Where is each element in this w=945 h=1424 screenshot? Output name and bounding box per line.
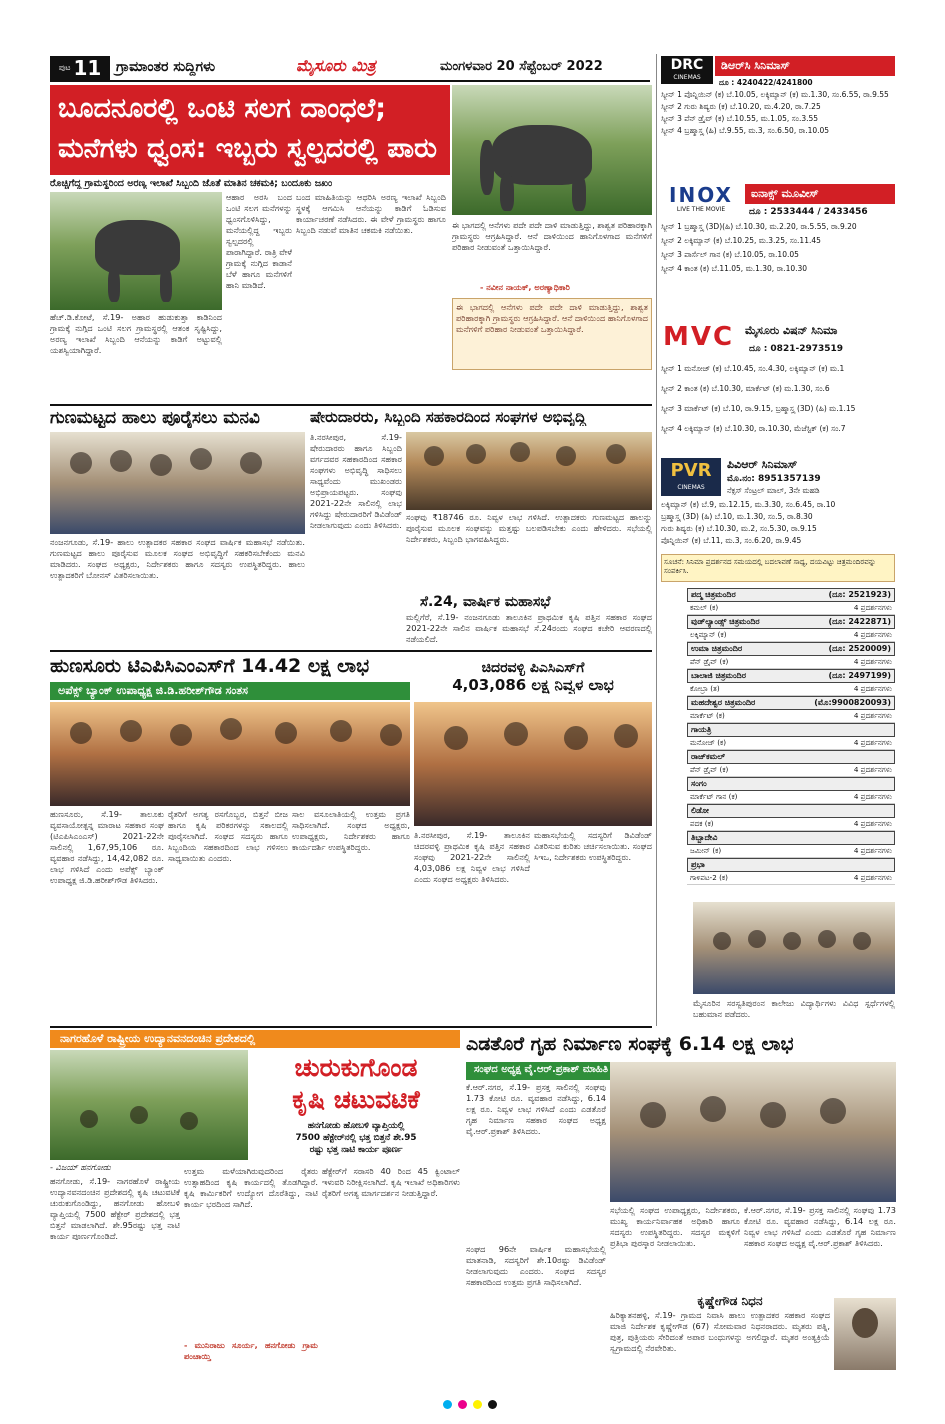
registration-marks <box>440 1400 520 1409</box>
mvc-phone: ದೂ : 0821-2973519 <box>749 344 844 354</box>
theatre-film: ಕಮಲ್ (ಕ) <box>690 603 719 612</box>
housing-body: ಕೆ.ಆರ್.ನಗರ, ಸೆ.19- ಪ್ರಸಕ್ತ ಸಾಲಿನಲ್ಲಿ ಸಂಘವು 1.73 ಕೋಟಿ ರೂ. ವ್ಯವಹಾರ ನಡೆಸಿದ್ದು, 6.14 ಲಕ್ಷ ರೂ. ನಿವ್ವಳ ಲಾಭ ಗಳಿಸಿದೆ ಎಂದು ಎಡತೊರೆ ಗೃಹ ನಿರ್ಮಾಣ ಸಹಕಾರ ಸಂಘದ ಅಧ್ಯಕ್ಷ ವೈ.ಆರ್.ಪ್ರಕಾಶ್ ತಿಳಿಸಿದರು. <box>466 1082 606 1136</box>
pvr-rows <box>661 500 895 548</box>
cinema-column <box>656 54 896 1026</box>
inox-row: ಸ್ಕ್ರೀನ್ 4 ಕಾಂತ (ಕ) ಬೆ.11.05, ಮ.1.30, ರಾ.10.30 <box>661 264 808 273</box>
theatre-show-row <box>687 602 895 615</box>
inox-logo <box>661 184 741 216</box>
theatre-film: ಕೋಬ್ರಾ (ತ) <box>690 684 720 693</box>
theatre-show-row <box>687 845 895 858</box>
theatre-phone: (ದೂ: 2521923) <box>828 590 891 599</box>
chidaravalli-body2: ಮಹಾಸಭೆಯಲ್ಲಿ ಸದಸ್ಯರಿಗೆ ಡಿವಿಡೆಂಡ್ ವಿತರಿಸುವ ಕುರಿತು ಚರ್ಚಿಸಲಾಯಿತು. ಸಂಘದ ಸಿಇಒ, ನಿರ್ದೇಶಕರು ಉಪಸ್ಥಿತರಿದ್ದರು. <box>534 830 652 862</box>
hunsur-headline: ಹುಣಸೂರು ಟಿಎಪಿಸಿಎಂಎಸ್‌ಗೆ 14.42 ಲಕ್ಷ ಲಾಭ <box>50 655 370 677</box>
inox-logo-sub: LIVE THE MOVIE <box>676 206 726 213</box>
obit-headline: ಕೃಷ್ಣೇಗೌಡ ನಿಧನ <box>697 1294 763 1308</box>
lead-byline: - ನವೀನ ನಾಯಕ್, ಅರಣ್ಯಾಧಿಕಾರಿ <box>480 282 570 292</box>
masthead <box>50 54 650 82</box>
lead-caption: ಹೆಚ್.ಡಿ.ಕೋಟೆ, ಸೆ.19- ಅಹಾರ ಹುಡುಕುತ್ತಾ ಕಾಡಿನಿಂದ ಗ್ರಾಮಕ್ಕೆ ನುಗ್ಗಿದ ಒಂಟಿ ಸಲಗ ಗ್ರಾಮಸ್ಥರಲ್ಲಿ ಆತಂಕ ಸೃಷ್ಟಿಸಿದ್ದು, ಅರಣ್ಯ ಇಲಾಖೆ ಸಿಬ್ಬಂದಿ ಆನೆಯನ್ನು ಕಾಡಿಗೆ ಅಟ್ಟುವಲ್ಲಿ ಯಶಸ್ವಿಯಾಗಿದ್ದಾರೆ. <box>50 312 222 355</box>
mvc-title: ಮೈಸೂರು ವಿಷನ್ ಸಿನಿಮಾ <box>745 324 838 337</box>
theatre-show-row <box>687 737 895 750</box>
farming-byline: - ಮುನಿರಾಜು ಸೂರ್ಯ, ಹನಗೋಡು ಗ್ರಾಮ ಪಂಚಾಯ್ತಿ <box>184 1340 318 1361</box>
housing-subhead-text: ಸಂಘದ ಅಧ್ಯಕ್ಷ ವೈ.ಆರ್.ಪ್ರಕಾಶ್ ಮಾಹಿತಿ <box>474 1064 609 1075</box>
page-number: 11 <box>73 56 102 80</box>
inox-rows <box>661 222 895 278</box>
farming-banner <box>50 1030 460 1048</box>
theatre-header <box>687 831 895 845</box>
farming-tag2: 7500 ಹೆಕ್ಟೇರ್‌ನಲ್ಲಿ ಭತ್ತ ಬಿತ್ತನೆ <box>295 1133 391 1143</box>
theatre-show-row <box>687 683 895 696</box>
theatre-film: ಲಕ್ಕಿಮ್ಯಾನ್ (ಕ) <box>690 630 727 639</box>
mvc-row: ಸ್ಕ್ರೀನ್ 1 ಮನೋಜ್ (ಕ) ಬೆ.10.45, ಸಂ.4.30, ಲಕ್ಕಿಮ್ಯಾನ್ (ಕ) ಮ.1 <box>661 364 845 373</box>
theatre-name: ತಿಬ್ಬಾದೇವಿ <box>691 833 718 842</box>
theatre-phone: (ದೂ: 2497199) <box>828 671 891 680</box>
theatre-show-row <box>687 791 895 804</box>
mvc-logo: MVC <box>663 322 735 352</box>
theatre-film: ಗಾಳಿಪಟ-2 (ಕ) <box>690 873 728 882</box>
theatre-header <box>687 669 895 683</box>
theatre-shows: 4 ಪ್ರದರ್ಶನಗಳು <box>853 792 892 801</box>
theatre-name: ಉಮಾ ಚಿತ್ರಮಂದಿರ <box>691 644 743 653</box>
theatre-name: ಸಂಗಂ <box>691 779 707 788</box>
mvc-row: ಸ್ಕ್ರೀನ್ 3 ಮಾರ್ಕೆಟ್ (ಕ) ಬೆ.10, ರಾ.9.15, ಬ್ರಹ್ಮಾಸ್ತ್ರ (3D) (ಹಿ) ಮ.1.15 <box>661 404 856 413</box>
theatre-shows: 4 ಪ್ರದರ್ಶನಗಳು <box>853 711 892 720</box>
inox-logo-text: INOX <box>669 183 733 207</box>
theatre-film: ಪದಕ (ಕ) <box>690 819 714 828</box>
theatre-header <box>687 777 895 791</box>
theatre-shows: 4 ಪ್ರದರ್ಶನಗಳು <box>853 738 892 747</box>
mvc-row: ಸ್ಕ್ರೀನ್ 4 ಲಕ್ಕಿಮ್ಯಾನ್ (ಕ) ಬೆ.10.30, ರಾ.10.30, ಮೆಜೆಸ್ಟಿಕ್ (ಕ) ಸಂ.7 <box>661 424 846 433</box>
pvr-title: ಪಿವಿಆರ್ ಸಿನಿಮಾಸ್ <box>727 458 798 471</box>
theatre-show-row <box>687 629 895 642</box>
theatre-header <box>687 750 895 764</box>
theatre-name: ವುಡ್‌ಲ್ಯಾಂಡ್ಸ್ ಚಿತ್ರಮಂದಿರ <box>691 617 760 626</box>
theatre-film: ಮಾರ್ಕೆಟ್ (ಕ) <box>690 711 725 720</box>
pvr-note <box>661 554 895 582</box>
pvr-note-text: ಸೂಚನೆ: ಸಿನಿಮಾ ಪ್ರದರ್ಶನದ ಸಮಯದಲ್ಲಿ ಬದಲಾವಣೆ ಸಾಧ್ಯ, ದಯವಿಟ್ಟು ಚಿತ್ರಮಂದಿರವನ್ನು ಸಂಪರ್ಕಿಸಿ. <box>664 557 877 575</box>
theatre-phone: (ಮೊ:9900820093) <box>814 698 891 707</box>
chidaravalli-headline-line1: ಚಿದರವಳ್ಳಿ ಪಿಎಸಿಎಸ್‌ಗೆ <box>481 660 585 676</box>
mvc-row: ಸ್ಕ್ರೀನ್ 2 ಕಾಂತ (ಕ) ಬೆ.10.30, ಮಾರ್ಕೆಟ್ (ಕ) ಮ.1.30, ಸಂ.6 <box>661 384 830 393</box>
housing-body3: ಸಭೆಯಲ್ಲಿ ಸಂಘದ ಉಪಾಧ್ಯಕ್ಷರು, ನಿರ್ದೇಶಕರು, ಮುಖ್ಯ ಕಾರ್ಯನಿರ್ವಾಹಕ ಅಧಿಕಾರಿ ಹಾಗೂ ಸದಸ್ಯರು ಉಪಸ್ಥಿತರಿದ್ದರು. ಸದಸ್ಯರ ಮಕ್ಕಳಿಗೆ ಪ್ರತಿಭಾ ಪುರಸ್ಕಾರ ನೀಡಲಾಯಿತು. <box>610 1205 740 1248</box>
theatre-phone: (ದೂ: 2520009) <box>828 644 891 653</box>
pvr-logo-sub: CINEMAS <box>677 484 705 491</box>
pvr-logo-text: PVR <box>670 460 712 481</box>
theatre-film: ಜಮೀನ್ (ಕ) <box>690 846 722 855</box>
inox-phone: ದೂ : 2533444 / 2433456 <box>749 207 868 217</box>
drc-title <box>715 56 895 76</box>
hunsur-subhead-text: ಅಪೆಕ್ಸ್ ಬ್ಯಾಂಕ್ ಉಪಾಧ್ಯಕ್ಷ ಜಿ.ಡಿ.ಹರೀಶ್‌ಗೌಡ ಸಂತಸ <box>58 684 248 697</box>
lead-body-b: ಬಂದ ಮಾಹಿತಿಯನ್ನು ಆಧರಿಸಿ ಅರಣ್ಯ ಇಲಾಖೆ ಸಿಬ್ಬಂದಿ ಸ್ಥಳಕ್ಕೆ ಆಗಮಿಸಿ ಆನೆಯನ್ನು ಕಾಡಿಗೆ ಓಡಿಸುವ ಕಾರ್ಯಾಚರಣೆ ನಡೆಸಿದರು. ಈ ವೇಳೆ ಗ್ರಾಮಸ್ಥರು ಹಾಗೂ ಸಿಬ್ಬಂದಿ ನಡುವೆ ಮಾತಿನ ಚಕಮಕಿ ನಡೆಯಿತು. <box>296 192 446 235</box>
housing-body3b: ಕೆ.ಆರ್.ನಗರ, ಸೆ.19- ಪ್ರಸಕ್ತ ಸಾಲಿನಲ್ಲಿ ಸಂಘವು 1.73 ಕೋಟಿ ರೂ. ವ್ಯವಹಾರ ನಡೆಸಿದ್ದು, 6.14 ಲಕ್ಷ ರೂ. ನಿವ್ವಳ ಲಾಭ ಗಳಿಸಿದೆ ಎಂದು ಎಡತೊರೆ ಗೃಹ ನಿರ್ಮಾಣ ಸಹಕಾರ ಸಂಘದ ಅಧ್ಯಕ್ಷ ವೈ.ಆರ್.ಪ್ರಕಾಶ್ ತಿಳಿಸಿದರು. <box>744 1205 896 1248</box>
pvr-address: ನೆಕ್ಸಸ್ ಸೆಂಟ್ರಲ್ ಮಾಲ್, 3ನೇ ಮಹಡಿ <box>727 486 820 495</box>
obit-body: ಹಿರಿಕ್ಯಾತನಹಳ್ಳಿ, ಸೆ.19- ಗ್ರಾಮದ ನಿವಾಸಿ ಹಾಲು ಉತ್ಪಾದಕರ ಸಹಕಾರ ಸಂಘದ ಮಾಜಿ ನಿರ್ದೇಶಕ ಕೃಷ್ಣೇಗೌಡ (67) ಸೋಮವಾರ ನಿಧನರಾದರು. ಮೃತರು ಪತ್ನಿ, ಪುತ್ರ, ಪುತ್ರಿಯರು ಸೇರಿದಂತೆ ಅಪಾರ ಬಂಧುಗಳನ್ನು ಅಗಲಿದ್ದಾರೆ. ಮೃತರ ಅಂತ್ಯಕ್ರಿಯೆ ಸ್ವಗ್ರಾಮದಲ್ಲಿ ನೆರವೇರಿತು. <box>610 1310 830 1353</box>
inox-title-text: ಐನಾಕ್ಸ್ ಮೂವೀಸ್ <box>751 187 819 200</box>
pvr-phone: ಮೊ.ನಂ: 8951357139 <box>727 474 821 484</box>
section-title: ಗ್ರಾಮಾಂತರ ಸುದ್ದಿಗಳು <box>116 59 216 75</box>
share-body2: ಸಂಘವು ₹18746 ರೂ. ನಿವ್ವಳ ಲಾಭ ಗಳಿಸಿದೆ. ಉತ್ಪಾದಕರು ಗುಣಮಟ್ಟದ ಹಾಲನ್ನು ಪೂರೈಸುವ ಮೂಲಕ ಸಂಘವನ್ನು ಮತ್ತಷ್ಟು ಬಲಪಡಿಸಬೇಕು ಎಂದು ಹೇಳಿದರು. ಸಭೆಯಲ್ಲಿ ನಿರ್ದೇಶಕರು, ಸಿಬ್ಬಂದಿ ಭಾಗವಹಿಸಿದ್ದರು. <box>406 512 652 544</box>
share-headline: ಷೇರುದಾರರು, ಸಿಬ್ಬಂದಿ ಸಹಕಾರದಿಂದ ಸಂಘಗಳ ಅಭಿವೃದ್ಧಿ <box>310 408 586 426</box>
farming-headline-line1: ಚುರುಕುಗೊಂಡ <box>294 1053 418 1082</box>
theatre-shows: 4 ಪ್ರದರ್ಶನಗಳು <box>853 846 892 855</box>
housing-body2: ಸಂಘದ 96ನೇ ವಾರ್ಷಿಕ ಮಹಾಸಭೆಯಲ್ಲಿ ಮಾತನಾಡಿ, ಸದಸ್ಯರಿಗೆ ಶೇ.10ರಷ್ಟು ಡಿವಿಡೆಂಡ್ ನೀಡಲಾಗುವುದು ಎಂದರು. ಸಂಘದ ಸದಸ್ಯರ ಸಹಕಾರದಿಂದ ಉತ್ತಮ ಪ್ರಗತಿ ಸಾಧಿಸಲಾಗಿದೆ. <box>466 1244 606 1287</box>
theatre-name: ರಾಜ್‌ಕಮಲ್ <box>691 752 726 761</box>
theatre-name: ಗಾಯತ್ರಿ <box>691 725 712 734</box>
mvc-rows <box>661 364 895 444</box>
theatre-shows: 4 ಪ್ರದರ್ಶನಗಳು <box>853 765 892 774</box>
theatre-show-row <box>687 764 895 777</box>
theatre-header <box>687 804 895 818</box>
hunsur-subhead <box>50 682 410 700</box>
theatre-shows: 4 ಪ್ರದರ್ಶನಗಳು <box>853 873 892 882</box>
theatre-show-row <box>687 818 895 831</box>
theatre-shows: 4 ಪ್ರದರ್ಶನಗಳು <box>853 657 892 666</box>
milk-body: ನಂಜನಗೂಡು, ಸೆ.19- ಹಾಲು ಉತ್ಪಾದಕರ ಸಹಕಾರ ಸಂಘದ ವಾರ್ಷಿಕ ಮಹಾಸಭೆ ನಡೆಯಿತು. ಗುಣಮಟ್ಟದ ಹಾಲು ಪೂರೈಸುವ ಮೂಲಕ ಸಂಘದ ಅಭಿವೃದ್ಧಿಗೆ ಸಹಕರಿಸಬೇಕೆಂದು ಮನವಿ ಮಾಡಿದರು. ಸಂಘದ ಅಧ್ಯಕ್ಷರು, ನಿರ್ದೇಶಕರು ಹಾಗೂ ಸದಸ್ಯರು ಉಪಸ್ಥಿತರಿದ್ದರು. ಹಾಲು ಉತ್ಪಾದಕರಿಗೆ ಬೋನಸ್ ವಿತರಿಸಲಾಯಿತು. <box>50 537 305 580</box>
inox-row: ಸ್ಕ್ರೀನ್ 3 ಪಾರ್ಸೆಲ್ ಗಾನ (ಕ) ಬೆ.10.05, ರಾ.10.05 <box>661 250 799 259</box>
lead-headline-line2: ಮನೆಗಳು ಧ್ವಂಸ: ಇಬ್ಬರು ಸ್ವಲ್ಪದರಲ್ಲಿ ಪಾರು <box>58 133 437 164</box>
lead-headline-line1: ಬೂದನೂರಲ್ಲಿ ಒಂಟಿ ಸಲಗ ದಾಂಧಲೆ; <box>58 93 387 124</box>
chidaravalli-photo <box>414 702 652 826</box>
drc-logo <box>661 56 713 84</box>
inox-title <box>745 184 895 204</box>
obit-photo <box>834 1298 896 1370</box>
theatre-shows: 4 ಪ್ರದರ್ಶನಗಳು <box>853 630 892 639</box>
chidaravalli-headline-line2: 4,03,086 ಲಕ್ಷ ನಿವ್ವಳ ಲಾಭ <box>452 676 614 694</box>
drc-row: ಸ್ಕ್ರೀನ್ 4 ಬ್ರಹ್ಮಾಸ್ತ್ರ (ಹಿ) ಬೆ.9.55, ಮ.3, ಸಂ.6.50, ರಾ.10.05 <box>661 126 830 135</box>
drc-row: ಸ್ಕ್ರೀನ್ 3 ಪೆನ್ ಡ್ರೈವ್ (ಕ) ಬೆ.10.55, ಮ.1.05, ಸಂ.3.55 <box>661 114 819 123</box>
inox-row: ಸ್ಕ್ರೀನ್ 1 ಬ್ರಹ್ಮಾಸ್ತ್ರ (3D)(ಹಿ) ಬೆ.10.30, ಮ.2.20, ರಾ.5.55, ರಾ.9.20 <box>661 222 857 231</box>
farming-headline <box>252 1052 460 1116</box>
hunsur-body3: ಸಾಲ ವಸೂಲಾತಿಯಲ್ಲಿ ಉತ್ತಮ ಪ್ರಗತಿ ಸಾಧಿಸಲಾಗಿದೆ. ಸಂಘದ ಅಧ್ಯಕ್ಷರು, ಉಪಾಧ್ಯಕ್ಷರು, ನಿರ್ದೇಶಕರು ಹಾಗೂ ಕಾರ್ಯದರ್ಶಿ ಉಪಸ್ಥಿತರಿದ್ದರು. <box>292 809 410 852</box>
theatre-film: ಮಾರ್ಕೆಟ್ ಗಾನ (ಕ) <box>690 792 738 801</box>
theatre-shows: 4 ಪ್ರದರ್ಶನಗಳು <box>853 819 892 828</box>
farming-photo-credit: - ವಿಜಯ್ ಹನಗೋಡು <box>50 1162 111 1172</box>
pvr-logo <box>661 458 721 496</box>
issue-date: ಮಂಗಳವಾರ 20 ಸೆಪ್ಟೆಂಬರ್ 2022 <box>440 59 603 74</box>
hunsur-photo <box>50 702 410 806</box>
drc-row: ಸ್ಕ್ರೀನ್ 2 ಗುರು ಶಿಷ್ಯರು (ಕ) ಬೆ.10.20, ಮ.4.20, ರಾ.7.25 <box>661 102 821 111</box>
theatre-name: ಮಹದೇಶ್ವರ ಚಿತ್ರಮಂದಿರ <box>691 698 756 707</box>
theatre-film: ಮನೋಜ್ (ಕ) <box>690 738 727 747</box>
meeting-body: ಮಲ್ಲಿಗೆರೆ, ಸೆ.19- ನಂಜನಗೂಡು ತಾಲೂಕಿನ ಪ್ರಾಥಮಿಕ ಕೃಷಿ ಪತ್ತಿನ ಸಹಕಾರ ಸಂಘದ 2021-22ನೇ ಸಾಲಿನ ವಾರ್ಷಿಕ ಮಹಾಸಭೆ ಸೆ.24ರಂದು ಸಂಘದ ಕಚೇರಿ ಆವರಣದಲ್ಲಿ ನಡೆಯಲಿದೆ. <box>406 612 652 644</box>
drc-rows <box>661 90 895 138</box>
hunsur-body2: ರೈತರಿಗೆ ಅಗತ್ಯ ರಸಗೊಬ್ಬರ, ಬಿತ್ತನೆ ಬೀಜ ಹಾಗೂ ಕೃಷಿ ಪರಿಕರಗಳನ್ನು ಸಕಾಲದಲ್ಲಿ ಪೂರೈಸಲಾಗಿದೆ. ಸಂಘದ ಸದಸ್ಯರು ಹಾಗೂ ಸಿಬ್ಬಂದಿಯ ಸಹಕಾರದಿಂದ ಲಾಭ ಗಳಿಸಲು ಸಾಧ್ಯವಾಯಿತು ಎಂದರು. <box>168 809 288 863</box>
page-number-box <box>50 56 110 80</box>
farming-headline-line2: ಕೃಷಿ ಚಟುವಟಿಕೆ <box>292 1085 420 1114</box>
paper-logo: ಮೈಸೂರು ಮಿತ್ರ <box>296 56 376 75</box>
milk-photo <box>50 432 305 534</box>
lead-headline-box <box>50 85 450 175</box>
meeting-headline: ಸೆ.24, ವಾರ್ಷಿಕ ಮಹಾಸಭೆ <box>420 594 551 610</box>
pvr-row: ಪೊನ್ನಿಯಿನ್ (ಕ) ಬೆ.11, ಮ.3, ಸಂ.6.20, ರಾ.9.45 <box>661 536 802 545</box>
theatre-show-row <box>687 710 895 723</box>
farming-tag4: ರಷ್ಟು ಭತ್ತ ನಾಟಿ ಕಾರ್ಯ ಪೂರ್ಣ <box>309 1145 403 1155</box>
theatre-film: ಪೆನ್ ಡ್ರೈವ್ (ಕ) <box>690 765 729 774</box>
theatre-phone: (ದೂ: 2422871) <box>828 617 891 626</box>
lead-subhead: ರೊಚ್ಚಿಗೆದ್ದ ಗ್ರಾಮಸ್ಥರಿಂದ ಅರಣ್ಯ ಇಲಾಖೆ ಸಿಬ್ಬಂದಿ ಜೊತೆ ಮಾತಿನ ಚಕಮಕಿ; ಬಂದೂಕು ಜಖಂ <box>50 178 333 189</box>
drc-logo-text: DRC <box>670 57 704 73</box>
theatre-list <box>687 588 895 885</box>
farming-body3: ಹೆಕ್ಟೇರ್‌ಗೆ ಸರಾಸರಿ 40 ರಿಂದ 45 ಕ್ವಿಂಟಾಲ್ ಇಳುವರಿ ನಿರೀಕ್ಷಿಸಲಾಗಿದೆ. ಕೃಷಿ ಇಲಾಖೆ ಅಧಿಕಾರಿಗಳು ರೈತರಿಗೆ ಅಗತ್ಯ ಮಾರ್ಗದರ್ಶನ ನೀಡುತ್ತಿದ್ದಾರೆ. <box>322 1166 460 1198</box>
elephant-photo-large <box>452 85 652 215</box>
pvr-row: ಲಕ್ಕಿಮ್ಯಾನ್ (ಕ) ಬೆ.9, ಮ.12.15, ಮ.3.30, ಸಂ.6.45, ರಾ.10 <box>661 500 836 509</box>
chidaravalli-body: ತಿ.ನರಸೀಪುರ, ಸೆ.19- ತಾಲೂಕಿನ ಚಿದರವಳ್ಳಿ ಪ್ರಾಥಮಿಕ ಕೃಷಿ ಪತ್ತಿನ ಸಹಕಾರ ಸಂಘವು 2021-22ನೇ ಸಾಲಿನಲ್ಲಿ 4,03,086 ಲಕ್ಷ ನಿವ್ವಳ ಲಾಭ ಗಳಿಸಿದೆ ಎಂದು ಸಂಘದ ಅಧ್ಯಕ್ಷರು ತಿಳಿಸಿದರು. <box>414 830 530 884</box>
lead-body-c: ಈ ಭಾಗದಲ್ಲಿ ಆನೆಗಳು ಪದೇ ಪದೇ ದಾಳಿ ಮಾಡುತ್ತಿದ್ದು, ಶಾಶ್ವತ ಪರಿಹಾರಕ್ಕಾಗಿ ಗ್ರಾಮಸ್ಥರು ಆಗ್ರಹಿಸಿದ್ದಾರೆ. ಆನೆ ದಾಳಿಯಿಂದ ಹಾನಿಗೊಳಗಾದ ಮನೆಗಳಿಗೆ ಪರಿಹಾರ ನೀಡುವಂತೆ ಒತ್ತಾಯಿಸಿದ್ದಾರೆ. <box>452 220 652 252</box>
theatre-shows: 4 ಪ್ರದರ್ಶನಗಳು <box>853 603 892 612</box>
farming-banner-text: ನಾಗರಹೊಳೆ ರಾಷ್ಟ್ರೀಯ ಉದ್ಯಾನವನದಂಚಿನ ಪ್ರದೇಶದಲ್ಲಿ <box>60 1032 256 1045</box>
farming-body2: ಉತ್ತಮ ಮಳೆಯಾಗಿರುವುದರಿಂದ ರೈತರು ಉತ್ಸಾಹದಿಂದ ಕೃಷಿ ಕಾರ್ಯದಲ್ಲಿ ತೊಡಗಿದ್ದಾರೆ. ಕೃಷಿ ಕಾರ್ಮಿಕರಿಗೆ ಉದ್ಯೋಗ ದೊರೆತಿದ್ದು, ನಾಟಿ ಕಾರ್ಯ ಭರದಿಂದ ಸಾಗಿದೆ. <box>184 1166 318 1209</box>
share-photo <box>406 432 652 510</box>
inox-row: ಸ್ಕ್ರೀನ್ 2 ಲಕ್ಕಿಮ್ಯಾನ್ (ಕ) ಬೆ.10.25, ಮ.3.25, ಸಂ.11.45 <box>661 236 821 245</box>
farming-tag1: ಹನಗೋಡು ಹೋಬಳಿ ವ್ಯಾಪ್ತಿಯಲ್ಲಿ <box>307 1121 405 1131</box>
theatre-name: ಲಿಡೋ <box>691 806 709 815</box>
college-caption: ಮೈಸೂರಿನ ಸರಸ್ವತಿಪುರಂನ ಕಾಲೇಜು ವಿದ್ಯಾರ್ಥಿಗಳು ವಿವಿಧ ಸ್ಪರ್ಧೆಗಳಲ್ಲಿ ಬಹುಮಾನ ಪಡೆದರು. <box>693 998 895 1019</box>
theatre-header <box>687 858 895 872</box>
theatre-header <box>687 615 895 629</box>
pvr-row: ಬ್ರಹ್ಮಾಸ್ತ್ರ (3D) (ಹಿ) ಬೆ.10, ಮ.1.30, ಸಂ.5, ರಾ.8.30 <box>661 512 813 521</box>
theatre-header <box>687 588 895 602</box>
pvr-row: ಗುರು ಶಿಷ್ಯರು (ಕ) ಬೆ.10.30, ಮ.2, ಸಂ.5.30, ರಾ.9.15 <box>661 524 817 533</box>
theatre-shows: 4 ಪ್ರದರ್ಶನಗಳು <box>853 684 892 693</box>
theatre-show-row <box>687 872 895 885</box>
drc-title-text: ಡಿಆರ್‌ಸಿ ಸಿನಿಮಾಸ್ <box>721 59 790 72</box>
milk-headline: ಗುಣಮಟ್ಟದ ಹಾಲು ಪೂರೈಸಲು ಮನವಿ <box>50 408 260 428</box>
drc-row: ಸ್ಕ್ರೀನ್ 1 ಪೊನ್ನಿಯಿನ್ (ಕ) ಬೆ.10.05, ಲಕ್ಕಿಮ್ಯಾನ್ (ಕ) ಮ.1.30, ಸಂ.6.55, ರಾ.9.55 <box>661 90 889 99</box>
hunsur-body: ಹುಣಸೂರು, ಸೆ.19- ತಾಲೂಕು ವ್ಯವಸಾಯೋತ್ಪನ್ನ ಮಾರಾಟ ಸಹಕಾರ ಸಂಘ (ಟಿಎಪಿಸಿಎಂಎಸ್) 2021-22ನೇ ಸಾಲಿನಲ್ಲಿ 1,67,95,106 ರೂ. ವ್ಯವಹಾರ ನಡೆಸಿದ್ದು, 14,42,082 ರೂ. ಲಾಭ ಗಳಿಸಿದೆ ಎಂದು ಅಪೆಕ್ಸ್ ಬ್ಯಾಂಕ್ ಉಪಾಧ್ಯಕ್ಷ ಜಿ.ಡಿ.ಹರೀಶ್‌ಗೌಡ ತಿಳಿಸಿದರು. <box>50 809 164 885</box>
share-body: ತಿ.ನರಸೀಪುರ, ಸೆ.19- ಷೇರುದಾರರು ಹಾಗೂ ಸಿಬ್ಬಂದಿ ವರ್ಗದವರ ಸಹಕಾರದಿಂದ ಸಹಕಾರ ಸಂಘಗಳು ಅಭಿವೃದ್ಧಿ ಸಾಧಿಸಲು ಸಾಧ್ಯವೆಂದು ಮುಖಂಡರು ಅಭಿಪ್ರಾಯಪಟ್ಟರು. ಸಂಘವು 2021-22ನೇ ಸಾಲಿನಲ್ಲಿ ಲಾಭ ಗಳಿಸಿದ್ದು ಷೇರುದಾರರಿಗೆ ಡಿವಿಡೆಂಡ್ ನೀಡಲಾಗುವುದು ಎಂದು ತಿಳಿಸಿದರು. <box>310 432 402 530</box>
housing-headline: ಎಡತೊರೆ ಗೃಹ ನಿರ್ಮಾಣ ಸಂಘಕ್ಕೆ 6.14 ಲಕ್ಷ ಲಾಭ <box>466 1033 794 1055</box>
college-photo <box>693 902 895 994</box>
drc-logo-sub: CINEMAS <box>673 74 701 81</box>
theatre-header <box>687 642 895 656</box>
theatre-name: ಪ್ರಭಾ <box>691 860 705 869</box>
theatre-show-row <box>687 656 895 669</box>
theatre-name: ಬಾಲಾಜಿ ಚಿತ್ರಮಂದಿರ <box>691 671 746 680</box>
farming-photo <box>50 1050 248 1160</box>
farming-tags <box>252 1120 460 1156</box>
theatre-film: ಪೆನ್ ಡ್ರೈವ್ (ಕ) <box>690 657 729 666</box>
lead-quote-text: ಈ ಭಾಗದಲ್ಲಿ ಆನೆಗಳು ಪದೇ ಪದೇ ದಾಳಿ ಮಾಡುತ್ತಿದ್ದು, ಶಾಶ್ವತ ಪರಿಹಾರಕ್ಕಾಗಿ ಗ್ರಾಮಸ್ಥರು ಆಗ್ರಹಿಸಿದ್ದಾರೆ. ಆನೆ ದಾಳಿಯಿಂದ ಹಾನಿಗೊಳಗಾದ ಮನೆಗಳಿಗೆ ಪರಿಹಾರ ನೀಡುವಂತೆ ಒತ್ತಾಯಿಸಿದ್ದಾರೆ. <box>456 302 648 334</box>
housing-photo <box>610 1062 896 1202</box>
farming-body: ಹನಗೋಡು, ಸೆ.19- ನಾಗರಹೊಳೆ ರಾಷ್ಟ್ರೀಯ ಉದ್ಯಾನವನದಂಚಿನ ಪ್ರದೇಶದಲ್ಲಿ ಕೃಷಿ ಚಟುವಟಿಕೆ ಚುರುಕುಗೊಂಡಿದ್ದು, ಹನಗೋಡು ಹೋಬಳಿ ವ್ಯಾಪ್ತಿಯಲ್ಲಿ 7500 ಹೆಕ್ಟೇರ್ ಪ್ರದೇಶದಲ್ಲಿ ಭತ್ತ ಬಿತ್ತನೆ ಮಾಡಲಾಗಿದೆ. ಶೇ.95ರಷ್ಟು ಭತ್ತ ನಾಟಿ ಕಾರ್ಯ ಪೂರ್ಣಗೊಂಡಿದೆ. <box>50 1176 180 1241</box>
theatre-header <box>687 723 895 737</box>
chidaravalli-headline <box>414 660 652 694</box>
theatre-name: ಪದ್ಮ ಚಿತ್ರಮಂದಿರ <box>691 590 736 599</box>
farming-tag3: ಶೇ.95 <box>393 1133 417 1143</box>
theatre-header <box>687 696 895 710</box>
lead-body-a: ಆಹಾರ ಅರಸಿ ಬಂದ ಒಂಟಿ ಸಲಗ ಮನೆಗಳನ್ನು ಧ್ವಂಸಗೊಳಿಸಿದ್ದು, ಮನೆಯಲ್ಲಿದ್ದ ಇಬ್ಬರು ಸ್ವಲ್ಪದರಲ್ಲಿ ಪಾರಾಗಿದ್ದಾರೆ. ರಾತ್ರಿ ವೇಳೆ ಗ್ರಾಮಕ್ಕೆ ನುಗ್ಗಿದ ಕಾಡಾನೆ ಬೆಳೆ ಹಾಗೂ ಮನೆಗಳಿಗೆ ಹಾನಿ ಮಾಡಿದೆ. <box>226 192 292 290</box>
drc-phone: ದೂ : 4240422/4241800 <box>719 78 813 87</box>
elephant-photo-small <box>50 192 222 310</box>
page-label: ಪುಟ <box>58 63 71 72</box>
